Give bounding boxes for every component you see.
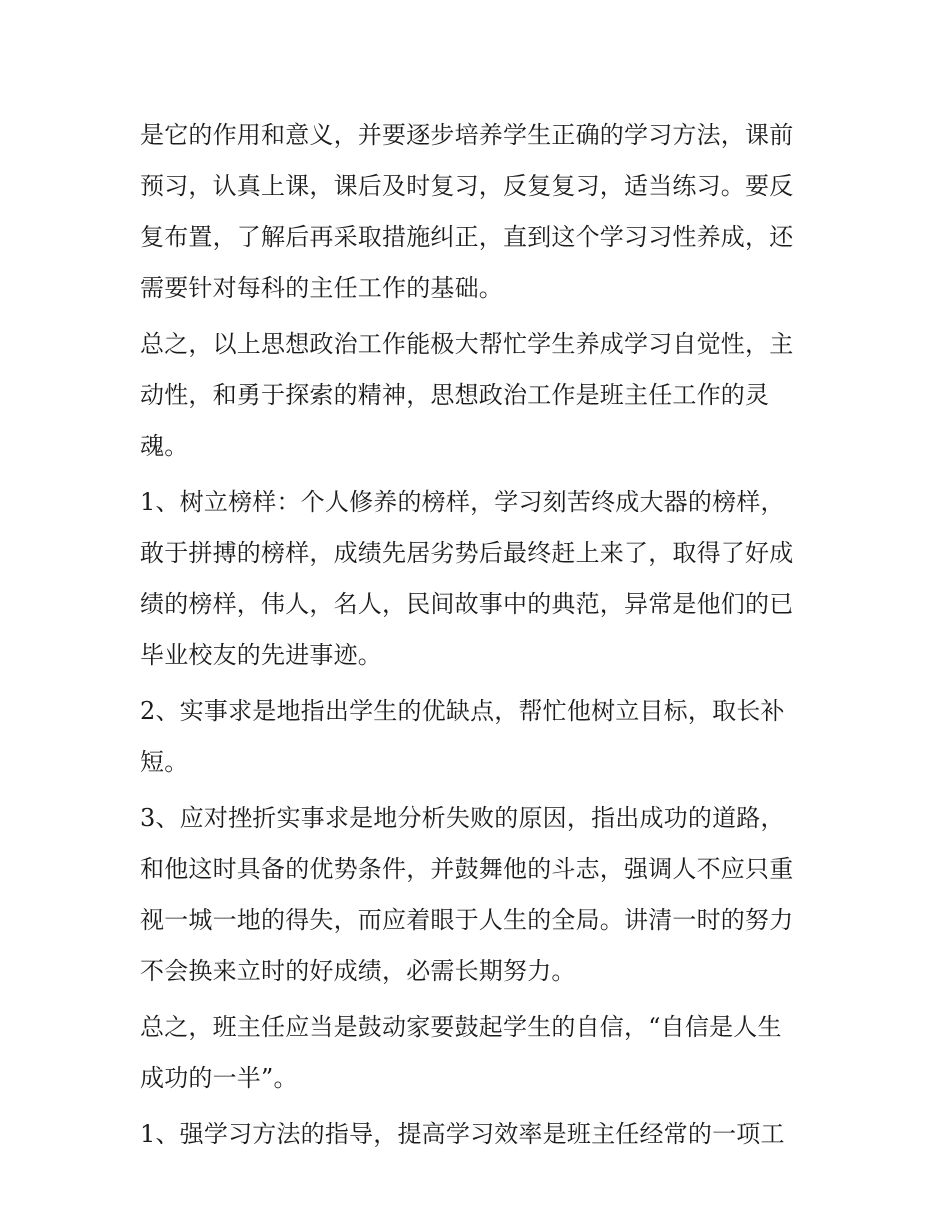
text-line: 绩的榜样，伟人，名人，民间故事中的典范，异常是他们的已 — [140, 590, 794, 618]
text-line: 视一城一地的得失，而应着眼于人生的全局。讲清一时的努力 — [140, 906, 794, 934]
paragraph-item-1-learning-guidance — [140, 1109, 820, 1160]
text-line: 是它的作用和意义，并要逐步培养学生正确的学习方法，课前 — [140, 121, 794, 149]
text-line: 动性，和勇于探索的精神，思想政治工作是班主任工作的灵 — [140, 381, 770, 409]
text-line: 复布置，了解后再采取措施纠正，直到这个学习习性养成，还 — [140, 223, 794, 251]
text-line: 不会换来立时的好成绩，必需长期努力。 — [140, 957, 576, 985]
text-line: 总之，班主任应当是鼓动家要鼓起学生的自信，“自信是人生 — [140, 1013, 782, 1041]
text-line: 1、强学习方法的指导，提高学习效率是班主任经常的一项工 — [140, 1120, 785, 1148]
text-line: 敢于拼搏的榜样，成绩先居劣势后最终赶上来了，取得了好成 — [140, 539, 794, 567]
text-line: 成功的一半”。 — [140, 1064, 298, 1092]
text-line: 预习，认真上课，课后及时复习，反复复习，适当练习。要反 — [140, 172, 794, 200]
text-line: 需要针对每科的主任工作的基础。 — [140, 274, 503, 302]
paragraph-summary-confidence — [140, 1002, 820, 1104]
paragraph-item-2-strengths — [140, 686, 820, 788]
text-line: 1、树立榜样：个人修养的榜样，学习刻苦终成大器的榜样， — [140, 488, 785, 516]
text-line: 短。 — [140, 748, 189, 776]
document-body — [140, 110, 820, 1160]
text-line: 和他这时具备的优势条件，并鼓舞他的斗志，强调人不应只重 — [140, 855, 794, 883]
text-line: 魂。 — [140, 432, 189, 460]
text-line: 总之，以上思想政治工作能极大帮忙学生养成学习自觉性，主 — [140, 330, 794, 358]
paragraph-summary-political-work — [140, 319, 820, 472]
text-line: 3、应对挫折实事求是地分析失败的原因，指出成功的道路， — [140, 804, 785, 832]
paragraph-item-1-role-models — [140, 477, 820, 681]
text-line: 2、实事求是地指出学生的优缺点，帮忙他树立目标，取长补 — [140, 697, 785, 725]
paragraph-study-methods — [140, 110, 820, 314]
paragraph-item-3-setbacks — [140, 793, 820, 997]
text-line: 毕业校友的先进事迹。 — [140, 641, 382, 669]
